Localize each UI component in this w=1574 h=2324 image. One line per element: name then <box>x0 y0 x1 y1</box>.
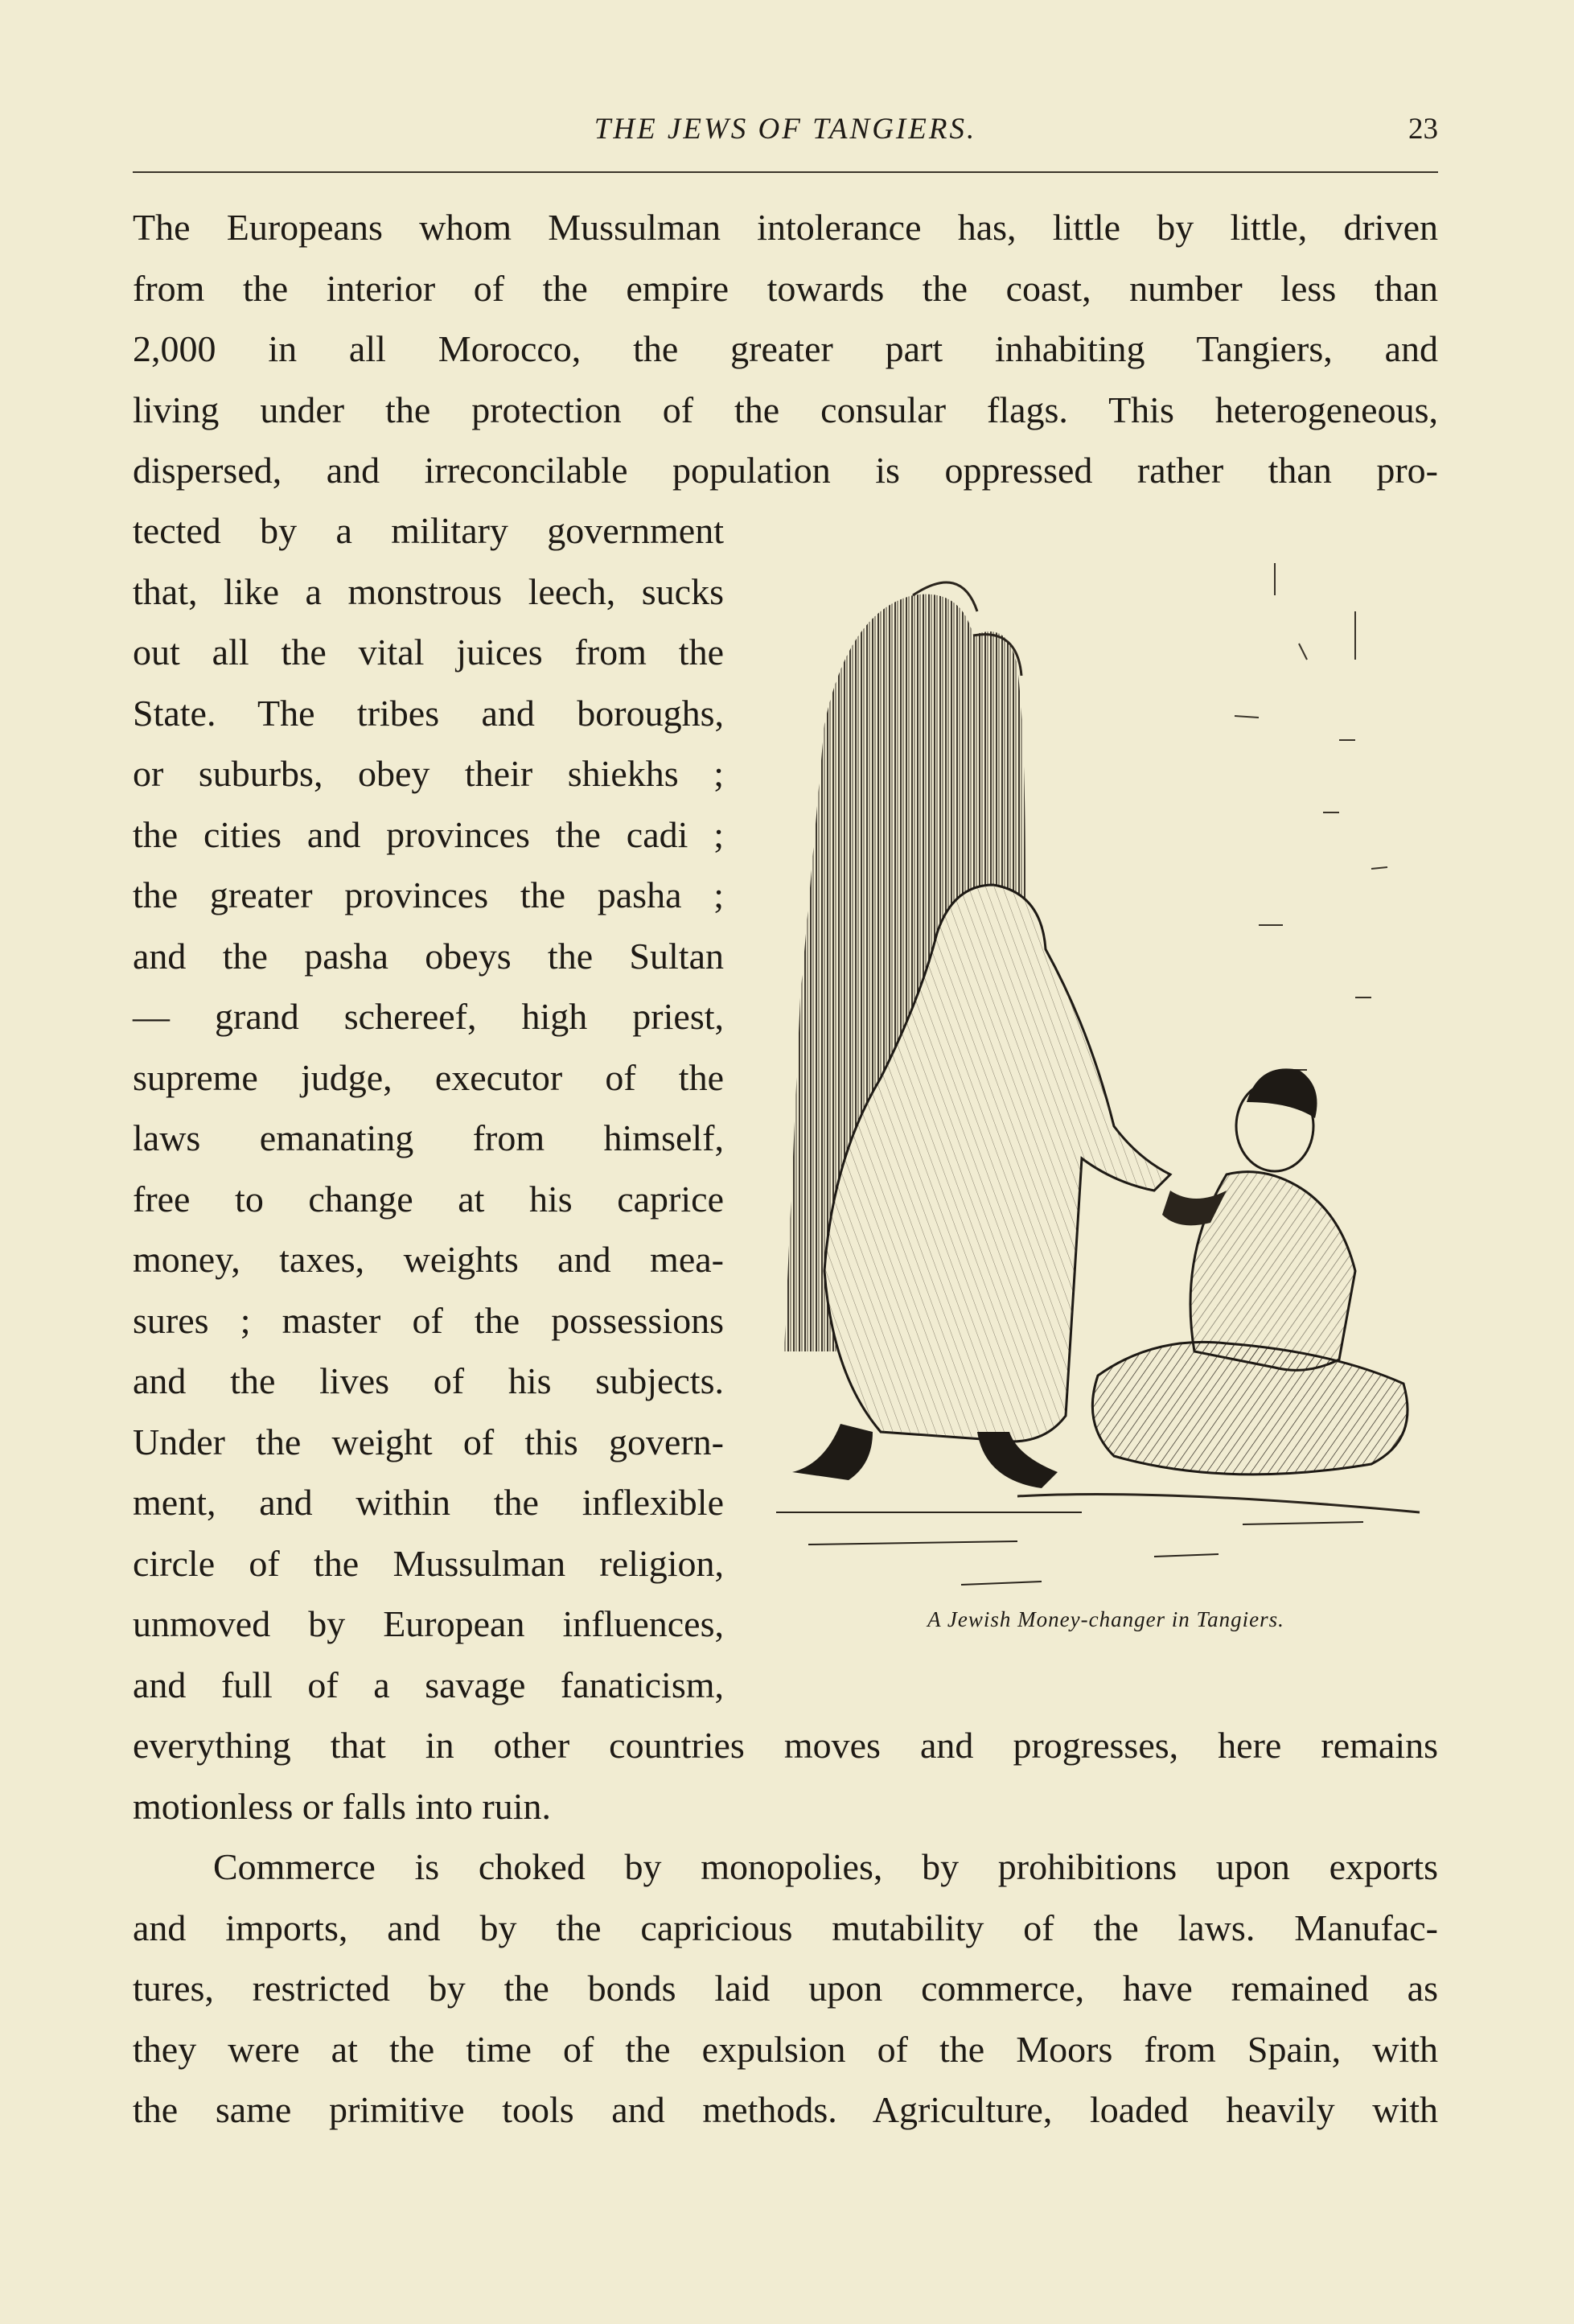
text-line: laws emanating from himself, <box>133 1117 724 1158</box>
text-line: the greater provinces the pasha ; <box>133 874 724 915</box>
text-line: living under the protection of the consular flags. This heterogeneous, <box>133 389 1438 430</box>
text-line: The Europeans whom Mussulman intolerance has, little by little, driven <box>133 207 1438 248</box>
text-line: or suburbs, obey their shiekhs ; <box>133 753 724 794</box>
text-line: State. The tribes and boroughs, <box>133 692 724 734</box>
text-line: tures, restricted by the bonds laid upon commerce, have remained as <box>133 1968 1438 2009</box>
paragraph-1-wrapped-column <box>133 500 724 1715</box>
running-title: THE JEWS OF TANGIERS. <box>594 113 977 146</box>
seated-money-changer <box>1092 1068 1408 1475</box>
text-line: 2,000 in all Morocco, the greater part inhabiting Tangiers, and <box>133 328 1438 369</box>
figure-caption: A Jewish Money-changer in Tangiers. <box>927 1607 1284 1631</box>
text-line: the cities and provinces the cadi ; <box>133 813 724 855</box>
text-line: from the interior of the empire towards the coast, number less than <box>133 267 1438 309</box>
page-header <box>133 109 1438 157</box>
text-line: ment, and within the inflexible <box>133 1482 724 1523</box>
text-line: — grand schereef, high priest, <box>133 996 724 1037</box>
ground-lines <box>776 1495 1420 1586</box>
text-line: motionless or falls into ruin. <box>133 1785 552 1827</box>
text-line: dispersed, and irreconcilable population is oppressed rather than pro- <box>133 450 1438 491</box>
page-number: 23 <box>1408 113 1438 146</box>
text-line: and full of a savage fanaticism, <box>133 1664 724 1705</box>
text-line: they were at the time of the expulsion of the Moors from Spain, with <box>133 2028 1438 2070</box>
text-line: everything that in other countries moves and progresses, here remains <box>133 1725 1438 1766</box>
paragraph-1-closing <box>133 1715 1438 1837</box>
text-line: Commerce is choked by monopolies, by prohibitions upon exports <box>213 1846 1438 1887</box>
engraving-illustration <box>776 547 1436 1617</box>
text-line: and imports, and by the capricious mutability of the laws. Manufac- <box>133 1907 1438 1948</box>
text-line: Under the weight of this govern- <box>133 1421 724 1462</box>
text-line: tected by a military government <box>133 510 724 551</box>
text-line: out all the vital juices from the <box>133 631 724 673</box>
text-line: that, like a monstrous leech, sucks <box>133 570 724 612</box>
text-line: circle of the Mussulman religion, <box>133 1542 724 1584</box>
text-line: and the lives of his subjects. <box>133 1360 724 1401</box>
text-line: sures ; master of the possessions <box>133 1299 724 1341</box>
right-wall-texture <box>1235 563 1387 1070</box>
text-line: the same primitive tools and methods. Agriculture, loaded heavily with <box>133 2089 1438 2130</box>
text-line: money, taxes, weights and mea- <box>133 1239 724 1280</box>
paragraph-1-opening <box>133 197 1438 501</box>
text-line: free to change at his caprice <box>133 1178 724 1220</box>
header-rule <box>133 171 1438 173</box>
paragraph-2 <box>133 1837 1438 2141</box>
text-line: and the pasha obeys the Sultan <box>133 935 724 977</box>
text-line: unmoved by European influences, <box>133 1603 724 1644</box>
text-line: supreme judge, executor of the <box>133 1056 724 1098</box>
